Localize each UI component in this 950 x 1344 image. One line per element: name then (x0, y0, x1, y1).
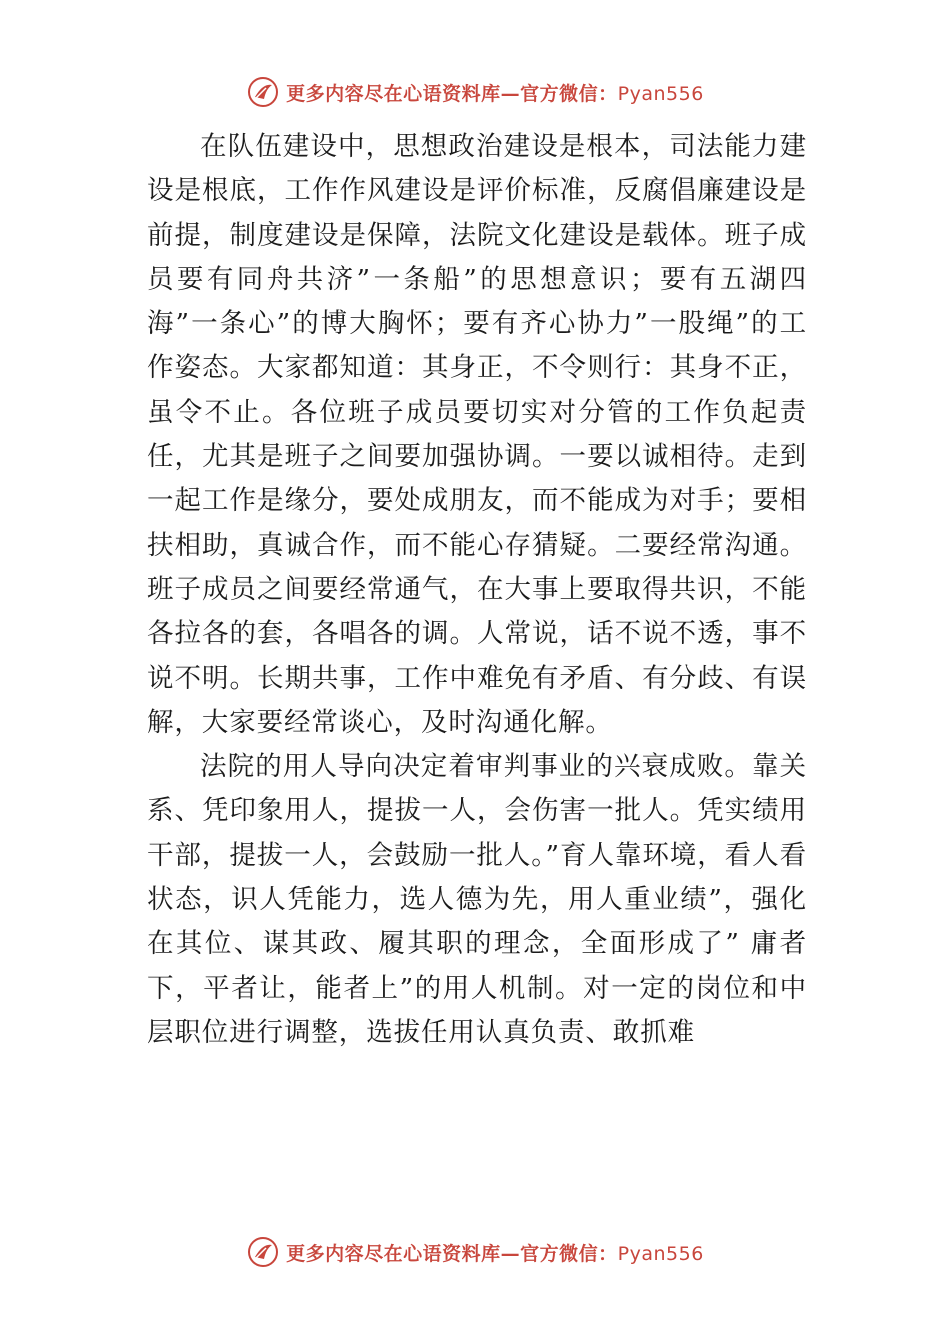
book-leaf-logo-icon (246, 1235, 280, 1269)
paragraph-1: 在队伍建设中，思想政治建设是根本，司法能力建设是根底，工作作风建设是评价标准，反腐倡廉建设是前提，制度建设是保障，法院文化建设是载体。班子成员要有同舟共济”一条船”的思想意识；要有五湖四海”一条心”的博大胸怀；要有齐心协力”一股绳”的工作姿态。大家都知道：其身正，不令则行：其身不正，虽令不止。各位班子成员要切实对分管的工作负起责任，尤其是班子之间要加强协调。一要以诚相待。走到一起工作是缘分，要处成朋友，而不能成为对手；要相扶相助，真诚合作，而不能心存猜疑。二要经常沟通。班子成员之间要经常通气，在大事上要取得共识，不能各拉各的套，各唱各的调。人常说，话不说不透，事不说不明。长期共事，工作中难免有矛盾、有分歧、有误解，大家要经常谈心，及时沟通化解。 (147, 131, 807, 738)
document-body (147, 125, 807, 1055)
watermark-text: 更多内容尽在心语资料库—官方微信：Pyan556 (286, 82, 704, 105)
watermark-wechat-id: Pyan556 (617, 82, 704, 105)
watermark-text: 更多内容尽在心语资料库—官方微信：Pyan556 (286, 1242, 704, 1265)
watermark-wechat-id: Pyan556 (617, 1242, 704, 1265)
book-leaf-logo-icon (246, 75, 280, 109)
header-watermark (0, 72, 950, 112)
paragraph-2: 法院的用人导向决定着审判事业的兴衰成败。靠关系、凭印象用人，提拔一人，会伤害一批人。凭实绩用干部，提拔一人，会鼓励一批人。”育人靠环境，看人看状态，识人凭能力，选人德为先，用人重业绩”，强化在其位、谋其政、履其职的理念，全面形成了” 庸者下，平者让，能者上”的用人机制。对一定的岗位和中层职位进行调整，选拔任用认真负责、敢抓难 (147, 751, 807, 1048)
footer-watermark (0, 1232, 950, 1272)
